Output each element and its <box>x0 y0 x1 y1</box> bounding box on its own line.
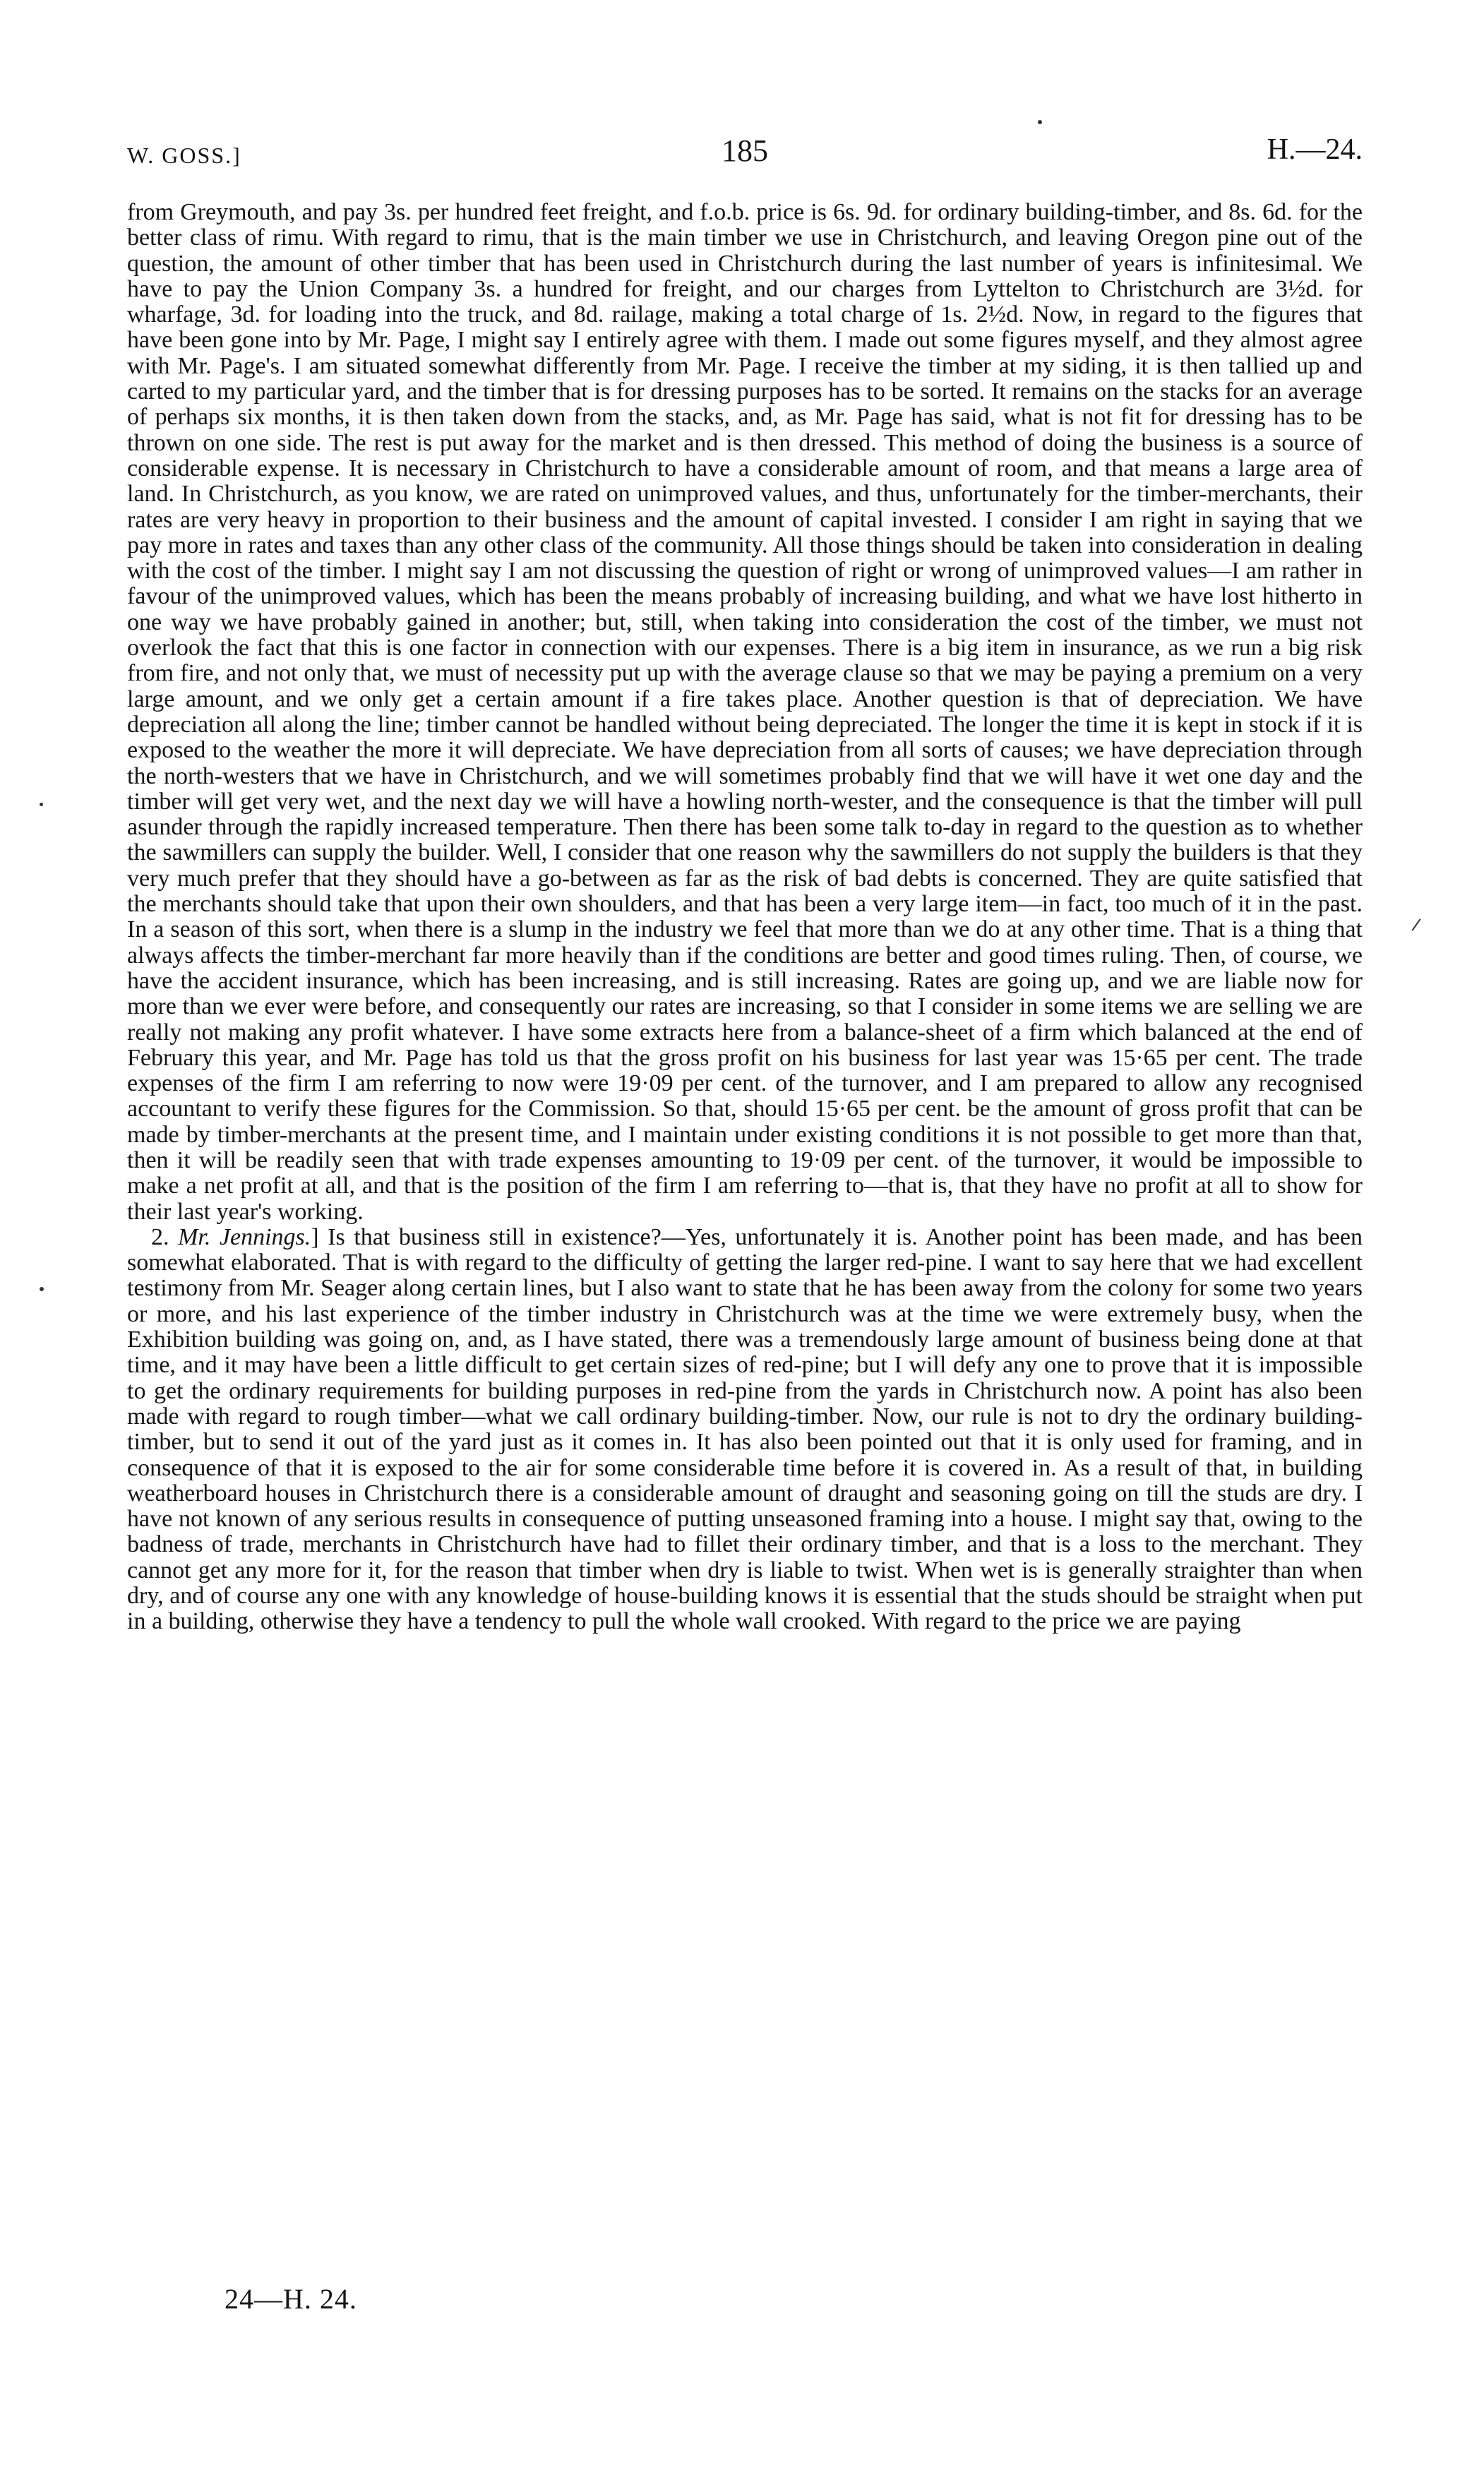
question-answer-text: ] Is that business still in existence?—Yes, unfortunately it is. Another point has been made, and has been somewhat elaborated. That is with regard to the difficulty of getting the larger red-pine. I want to say here that we had excellent testimony from Mr. Seager along certain lines, but I also want to state that he has been away from the colony for some two years or more, and his last experience of the timber industry in Christchurch was at the time we were extremely busy, when the Exhibition building was going on, and, as I have stated, there was a tremendously large amount of business being done at that time, and it may have been a little difficult to get certain sizes of red-pine; but I will defy any one to prove that it is impossible to get the ordinary requirements for building purposes in red-pine from the yards in Christchurch now. A point has also been made with regard to rough timber—what we call ordinary building-timber. Now, our rule is not to dry the ordinary building-timber, but to send it out of the yard just as it comes in. It has also been pointed out that it is only used for framing, and in consequence of that it is exposed to the air for some considerable time before it is covered in. As a result of that, in building weatherboard houses in Christchurch there is a considerable amount of draught and seasoning going on till the studs are dry. I have not known of any serious results in consequence of putting unseasoned framing into a house. I might say that, owing to the badness of trade, merchants in Christchurch have had to fillet their ordinary timber, and that is a loss to the merchant. They cannot get any more for it, for the reason that timber when dry is liable to twist. When wet is is generally straighter than when dry, and of course any one with any knowledge of house-building knows it is essential that the studs should be straight when put in a building, otherwise they have a tendency to pull the whole wall crooked. With regard to the price we are paying <box>127 1223 1363 1635</box>
margin-dot <box>40 803 43 806</box>
speaker-name: Mr. Jennings. <box>178 1223 311 1250</box>
header-witness-name: W. GOSS.] <box>127 143 241 168</box>
body-text <box>127 200 1363 1635</box>
ink-speck <box>1038 120 1042 124</box>
paragraph-evidence: from Greymouth, and pay 3s. per hundred feet freight, and f.o.b. price is 6s. 9d. for ordinary building-timber, and 8s. 6d. for the better class of rimu. With regard to rimu, that is the main timber we use in Christchurch, and leaving Oregon pine out of the question, the amount of other timber that has been used in Christchurch during the last number of years is infinitesimal. We have to pay the Union Company 3s. a hundred for freight, and our charges from Lyttelton to Christchurch are 3½d. for wharfage, 3d. for loading into the truck, and 8d. railage, making a total charge of 1s. 2½d. Now, in regard to the figures that have been gone into by Mr. Page, I might say I entirely agree with them. I made out some figures myself, and they almost agree with Mr. Page's. I am situated somewhat differently from Mr. Page. I receive the timber at my siding, it is then tallied up and carted to my particular yard, and the timber that is for dressing purposes has to be sorted. It remains on the stacks for an average of perhaps six months, it is then taken down from the stacks, and, as Mr. Page has said, what is not fit for dressing has to be thrown on one side. The rest is put away for the market and is then dressed. This method of doing the business is a source of considerable expense. It is necessary in Christchurch to have a considerable amount of room, and that means a large area of land. In Christchurch, as you know, we are rated on unimproved values, and thus, unfortunately for the timber-merchants, their rates are very heavy in proportion to their business and the amount of capital invested. I consider I am right in saying that we pay more in rates and taxes than any other class of the community. All those things should be taken into consideration in dealing with the cost of the timber. I might say I am not discussing the question of right or wrong of unimproved values—I am rather in favour of the unimproved values, which has been the means probably of increasing building, and what we have lost hitherto in one way we have probably gained in another; but, still, when taking into consideration the cost of the timber, we must not overlook the fact that this is one factor in connection with our expenses. There is a big item in insurance, as we run a big risk from fire, and not only that, we must of necessity put up with the average clause so that we may be paying a premium on a very large amount, and we only get a certain amount if a fire takes place. Another question is that of depreciation. We have depreciation all along the line; timber cannot be handled without being depreciated. The longer the time it is kept in stock if it is exposed to the weather the more it will depreciate. We have depreciation from all sorts of causes; we have depreciation through the north-westers that we have in Christchurch, and we will sometimes probably find that we will have it wet one day and the timber will get very wet, and the next day we will have a howling north-wester, and the consequence is that the timber will pull asunder through the rapidly increased temperature. Then there has been some talk to-day in regard to the question as to whether the sawmillers can supply the builder. Well, I consider that one reason why the sawmillers do not supply the builders is that they very much prefer that they should have a go-between as far as the risk of bad debts is concerned. They are quite satisfied that the merchants should take that upon their own shoulders, and that has been a very large item—in fact, too much of it in the past. In a season of this sort, when there is a slump in the industry we feel that more than we do at any other time. That is a thing that always affects the timber-merchant far more heavily than if the conditions are better and good times ruling. Then, of course, we have the accident insurance, which has been increasing, and is still increasing. Rates are going up, and we are liable now for more than we ever were before, and consequently our rates are increasing, so that I consider in some items we are selling we are really not making any profit whatever. I have some extracts here from a balance-sheet of a firm which balanced at the end of February this year, and Mr. Page has told us that the gross profit on his business for last year was 15·65 per cent. The trade expenses of the firm I am referring to now were 19·09 per cent. of the turnover, and I am prepared to allow any recognised accountant to verify these figures for the Commission. So that, should 15·65 per cent. be the amount of gross profit that can be made by timber-merchants at the present time, and I maintain under existing conditions it is not possible to get more than that, then it will be readily seen that with trade expenses amounting to 19·09 per cent. of the turnover, it would be impossible to make a net profit at all, and that is the position of the firm I am referring to—that is, that they have no profit at all to show for their last year's working. <box>127 199 1363 1225</box>
question-number: 2. <box>151 1223 169 1250</box>
running-header <box>127 133 1363 182</box>
page-number: 185 <box>722 133 768 168</box>
margin-dot <box>40 1287 44 1291</box>
signature-mark: 24—H. 24. <box>225 2283 357 2315</box>
paragraph-question <box>127 1225 1363 1635</box>
margin-tick-mark <box>1411 918 1420 931</box>
paper-reference: H.—24. <box>1267 133 1363 166</box>
